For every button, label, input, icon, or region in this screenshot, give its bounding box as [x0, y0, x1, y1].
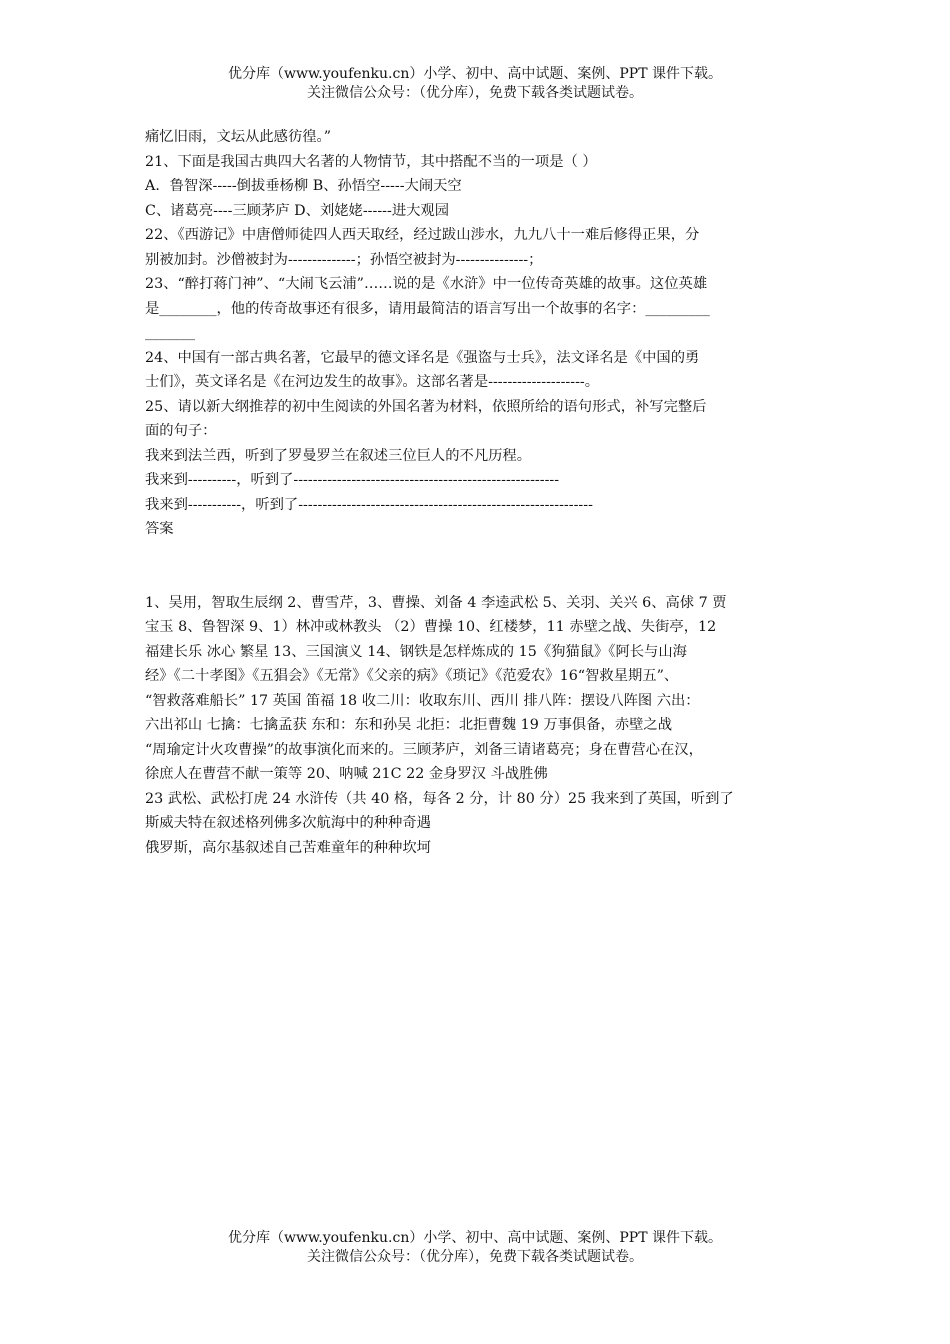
- question-25-line-2: 面的句子：: [145, 423, 217, 439]
- question-23-line-2: 是________，他的传奇故事还有很多，请用最简洁的语言写出一个故事的名字：_________: [145, 300, 710, 317]
- question-21-options-cd: C、诸葛亮----三顾茅庐 D、刘姥姥------进大观园: [145, 202, 450, 219]
- answer-line: “周瑜定计火攻曹操”的故事演化而来的。三顾茅庐，刘备三请诸葛亮；身在曹营心在汉，: [145, 741, 703, 758]
- answer-line: 六出祁山 七擒：七擒孟获 东和：东和孙吴 北拒：北拒曹魏 19 万事俱备，赤壁之战: [145, 717, 673, 733]
- question-25-blank-1: 我来到----------，听到了-------------------------------------------------------: [145, 472, 560, 488]
- question-23-line-3: _______: [145, 325, 196, 341]
- question-23-line-1: 23、“醉打蒋门神”、“大闹飞云浦”……说的是《水浒》中一位传奇英雄的故事。这位英雄: [145, 276, 708, 292]
- question-21: [145, 150, 810, 224]
- question-24: [145, 346, 810, 395]
- answers-heading: 答案: [145, 521, 174, 537]
- answers-block: [145, 591, 810, 861]
- question-22-line-2: 别被加封。沙僧被封为--------------；孙悟空被封为---------------；: [145, 251, 543, 268]
- answer-line: “智救落难船长” 17 英国 笛福 18 收二川：收取东川、西川 排八阵：摆设八阵图 六出：: [145, 692, 700, 709]
- question-25-line-1: 25、请以新大纲推荐的初中生阅读的外国名著为材料，依照所给的语句形式，补写完整后: [145, 398, 707, 415]
- answer-line: 23 武松、武松打虎 24 水浒传（共 40 格，每各 2 分，计 80 分）25 我来到了英国，听到了: [145, 790, 734, 807]
- answer-line: 福建长乐 冰心 繁星 13、三国演义 14、钢铁是怎样炼成的 15《狗猫鼠》《阿长与山海: [145, 643, 687, 660]
- question-25-blank-2: 我来到-----------，听到了-------------------------------------------------------------: [145, 496, 593, 513]
- page-footer: [0, 1229, 950, 1267]
- footer-line-2: 关注微信公众号：（优分库），免费下载各类试题试卷。: [307, 1249, 643, 1265]
- answer-line: 徐庶人在曹营不献一策等 20、呐喊 21C 22 金身罗汉 斗战胜佛: [145, 766, 548, 782]
- page-header: [0, 65, 950, 103]
- question-24-line-1: 24、中国有一部古典名著，它最早的德文译名是《强盗与士兵》，法文译名是《中国的勇: [145, 349, 700, 366]
- answer-line: 经》《二十孝图》《五猖会》《无常》《父亲的病》《琐记》《范爱农》16“智救星期五”、: [145, 668, 679, 684]
- question-23: [145, 272, 810, 346]
- header-line-2: 关注微信公众号：（优分库），免费下载各类试题试卷。: [307, 85, 643, 101]
- document-body: [145, 125, 810, 860]
- answer-line: 俄罗斯，高尔基叙述自己苦难童年的种种坎坷: [145, 839, 431, 856]
- footer-line-1: 优分库（www.youfenku.cn）小学、初中、高中试题、案例、PPT 课件下载。: [227, 1230, 722, 1246]
- answer-line: 宝玉 8、鲁智深 9、1）林冲或林教头 （2）曹操 10、红楼梦，11 赤壁之战、失街亭，12: [145, 619, 717, 635]
- question-24-line-2: 士们》，英文译名是《在河边发生的故事》。这部名著是--------------------。: [145, 374, 600, 390]
- question-25-example: 我来到法兰西，听到了罗曼罗兰在叙述三位巨人的不凡历程。: [145, 447, 532, 464]
- question-25: [145, 395, 810, 518]
- question-22: [145, 223, 810, 272]
- question-21-options-ab: A．鲁智深-----倒拔垂杨柳 B、孙悟空-----大闹天空: [145, 178, 462, 194]
- spacer: [145, 542, 810, 591]
- answer-line: 1、吴用，智取生辰纲 2、曹雪芹，3、曹操、刘备 4 李逵武松 5、关羽、关兴 6、高俅 7 贾: [145, 594, 727, 611]
- intro-text: 痛忆旧雨，文坛从此感彷徨。”: [145, 129, 332, 145]
- header-line-1: 优分库（www.youfenku.cn）小学、初中、高中试题、案例、PPT 课件下载。: [227, 66, 722, 82]
- question-21-stem: 21、下面是我国古典四大名著的人物情节，其中搭配不当的一项是（ ）: [145, 153, 597, 170]
- answer-line: 斯威夫特在叙述格列佛多次航海中的种种奇遇: [145, 815, 431, 831]
- question-22-line-1: 22、《西游记》中唐僧师徒四人西天取经，经过跋山涉水，九九八十一难后修得正果，分: [145, 227, 700, 243]
